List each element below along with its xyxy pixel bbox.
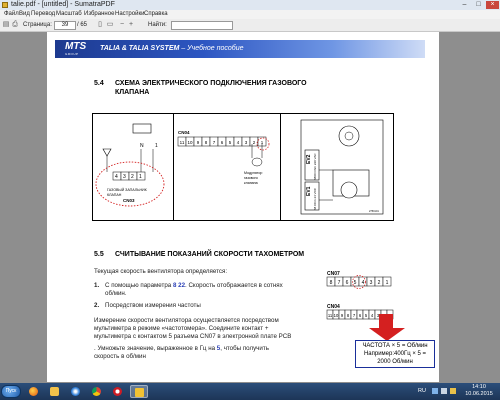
firefox-icon[interactable] [25, 385, 43, 398]
mts-logo-sub: GROUP [65, 52, 79, 56]
opera-icon[interactable] [109, 385, 127, 398]
red-arrow [364, 313, 407, 342]
fit-page-icon[interactable]: ▯ [98, 21, 102, 28]
cn03-cell: 2 [131, 174, 134, 180]
n-label: N [140, 143, 144, 149]
gas-valve-svg [281, 114, 393, 220]
taskbar [0, 383, 500, 400]
close-button[interactable]: × [486, 1, 499, 9]
section-5-5-title: СЧИТЫВАНИЕ ПОКАЗАНИЙ СКОРОСТИ ТАХОМЕТРОМ [115, 251, 305, 258]
ev1-spec: 68 Ohm 24 VDC [313, 187, 317, 210]
window-title: talie.pdf - [untitled] - SumatraPDF [11, 1, 115, 8]
wiring-middle-svg [174, 114, 281, 220]
find-label: Найти: [148, 22, 167, 28]
section-5-5-number: 5.5 [94, 251, 104, 258]
section-5-4-number: 5.4 [94, 80, 104, 87]
menu-goto[interactable]: Перевод [31, 11, 56, 17]
cn04-pin-label: 1 [260, 140, 264, 145]
item-1-text [105, 282, 283, 290]
param-8-22: 8 22 [172, 282, 186, 289]
left-caption-2: КЛАПАН [107, 193, 122, 197]
section-5-4-title: СХЕМА ЭЛЕКТРИЧЕСКОГО ПОДКЛЮЧЕНИЯ ГАЗОВОГО [115, 80, 307, 87]
explorer-icon[interactable] [46, 385, 64, 398]
cn04-pin-label: 6 [220, 140, 224, 145]
cn03-cell: 3 [123, 174, 126, 180]
formula-line-3: 2000 Об/мин [377, 359, 413, 365]
cn07-pin-label: 3 [369, 280, 373, 286]
paragraph-line-4 [94, 345, 269, 353]
cn04-connector [178, 137, 266, 146]
section-5-4-title-line2: КЛАПАНА [115, 89, 150, 96]
cn04b-pin-label: 8 [346, 313, 350, 318]
one-label: 1 [155, 143, 158, 149]
ev1-label: EV1 [306, 186, 312, 196]
cn04-pin-label: 9 [196, 140, 200, 145]
gas-valve-drawing-panel [280, 113, 394, 221]
cn04b-pin-label: 5 [364, 313, 368, 318]
start-button[interactable]: Пуск [1, 385, 21, 398]
open-icon[interactable]: ▤ [2, 21, 10, 28]
drawing-number: 2750101 [369, 210, 379, 213]
menu-bar [0, 10, 500, 19]
item-1-text-a: С помощью параметра [105, 282, 172, 289]
gas-valve-wiring-panel [92, 113, 175, 221]
cn07-pin-label: 5 [353, 280, 357, 286]
cn04b-pin-label: 6 [358, 313, 362, 318]
fit-width-icon[interactable]: ▭ [106, 21, 114, 28]
modulator-wiring-panel [173, 113, 282, 221]
cn04-pin-label: 3 [244, 140, 248, 145]
paragraph-line-3: мультиметра с контактом 5 разъема CN07 в электронной плате PCB [94, 333, 292, 340]
item-2-text: Посредством измерения частоты [105, 302, 201, 309]
item-1-text-c: об/мин. [105, 290, 127, 297]
paragraph-line-2: мультиметра в режиме «частотомера». Соедините контакт + [94, 325, 269, 332]
cn04b-pin-label: 7 [352, 313, 356, 318]
toolbar [0, 19, 500, 32]
cn03-cell: 1 [139, 174, 142, 180]
media-icon[interactable] [67, 385, 85, 398]
cn07-connector [327, 277, 391, 286]
modulator-label-2: газового [244, 176, 258, 180]
cn04-pin-label: 5 [228, 140, 232, 145]
cn04-label-2: CN04 [327, 304, 340, 310]
item-2-number: 2. [94, 302, 100, 309]
cn07-label: CN07 [327, 271, 340, 277]
clock[interactable] [462, 384, 496, 398]
modulator-label-3: клапана [244, 181, 258, 185]
page-label: Страница: [23, 22, 52, 28]
banner-title-main: TALIA & TALIA SYSTEM [100, 45, 180, 52]
menu-help[interactable]: Справка [144, 11, 168, 17]
clock-time: 14:10 [472, 384, 486, 390]
cn04-pin-label: 8 [204, 140, 208, 145]
paragraph-line-4-b: , чтобы получить [220, 345, 269, 352]
paragraph-line-1: Измерение скорости вентилятора осуществляется посредством [94, 317, 279, 324]
multiplier-5: 5 [216, 345, 221, 352]
mts-logo: MTS [65, 41, 87, 52]
banner-subtitle: – Учебное пособие [181, 45, 244, 52]
language-indicator[interactable]: RU [418, 388, 426, 394]
cn07-pin-label: 4 [361, 280, 365, 286]
formula-line-1: ЧАСТОТА × 5 = Об/мин [362, 343, 428, 349]
maximize-button[interactable]: □ [476, 1, 481, 8]
cn07-pin-label: 8 [329, 280, 333, 286]
paragraph-line-5: скорость в об/мин [94, 353, 146, 360]
left-caption-1: ГАЗОВЫЙ ЗАПАЛЬНИК [107, 188, 147, 192]
page-number-input[interactable]: 39 [54, 21, 76, 30]
paragraph-line-4-dot: . [94, 345, 96, 352]
page-total: / 65 [77, 22, 88, 28]
cn03-cell: 4 [115, 174, 118, 180]
find-input[interactable] [171, 21, 233, 30]
item-1-number: 1. [94, 282, 100, 289]
cn04-label: CN04 [178, 130, 190, 135]
doc-banner [55, 40, 425, 58]
zoom-in-icon[interactable]: + [128, 21, 134, 28]
item-1-text-b: . Скорость отображается в сотнях [185, 282, 283, 289]
network-icon[interactable] [432, 388, 438, 394]
cn07-pin-label: 6 [345, 280, 349, 286]
paragraph-line-4-a: Умножьте значение, выраженное в Гц на [97, 345, 216, 352]
cn04b-pin-label: 3 [376, 313, 380, 318]
cn04b-pin-label: 11 [327, 313, 333, 318]
intro-text: Текущая скорость вентилятора определяется: [94, 268, 228, 275]
sumatra-app-icon [2, 2, 8, 8]
cn04-pin-label: 11 [179, 140, 185, 145]
ev2-spec: 6800 Ohm 220 VAC [313, 153, 317, 180]
sumatra-icon[interactable] [130, 385, 148, 398]
minimize-button[interactable]: – [462, 1, 467, 8]
banner-title [100, 44, 244, 54]
flag-icon[interactable] [450, 388, 456, 394]
wiring-left-svg [93, 114, 174, 220]
volume-icon[interactable] [441, 388, 447, 394]
formula-box [355, 340, 435, 368]
menu-view[interactable]: Вид [19, 11, 30, 17]
document-page [47, 32, 439, 382]
cn04-pin-label: 4 [236, 140, 240, 145]
cn07-pin-label: 1 [385, 280, 389, 286]
chrome-icon[interactable] [88, 385, 106, 398]
print-icon[interactable]: ⎙ [12, 21, 18, 28]
cn04-pin-label: 2 [252, 140, 256, 145]
cn03-label: CN03 [123, 198, 135, 203]
menu-favorites[interactable]: Избранное [84, 11, 115, 17]
cn07-pin-label: 2 [377, 280, 381, 286]
zoom-out-icon[interactable]: − [119, 21, 125, 28]
modulator-label-1: Модулятор [244, 171, 263, 175]
formula-line-2: Например:400Гц × 5 = [363, 351, 427, 357]
menu-zoom[interactable]: Масштаб [56, 11, 82, 17]
cn04-pin-label: 10 [187, 140, 193, 145]
menu-file[interactable]: Файл [4, 11, 19, 17]
cn07-pin-label: 7 [337, 280, 341, 286]
menu-settings[interactable]: Настройки [115, 11, 145, 17]
cn04b-pin-label: 9 [340, 313, 344, 318]
cn04-pin-label: 7 [212, 140, 216, 145]
cn04b-pin-label: 10 [333, 313, 339, 318]
cn04b-pin-label: 4 [370, 313, 374, 318]
ev2-label: EV2 [306, 154, 312, 164]
clock-date: 10.06.2015 [465, 391, 493, 397]
